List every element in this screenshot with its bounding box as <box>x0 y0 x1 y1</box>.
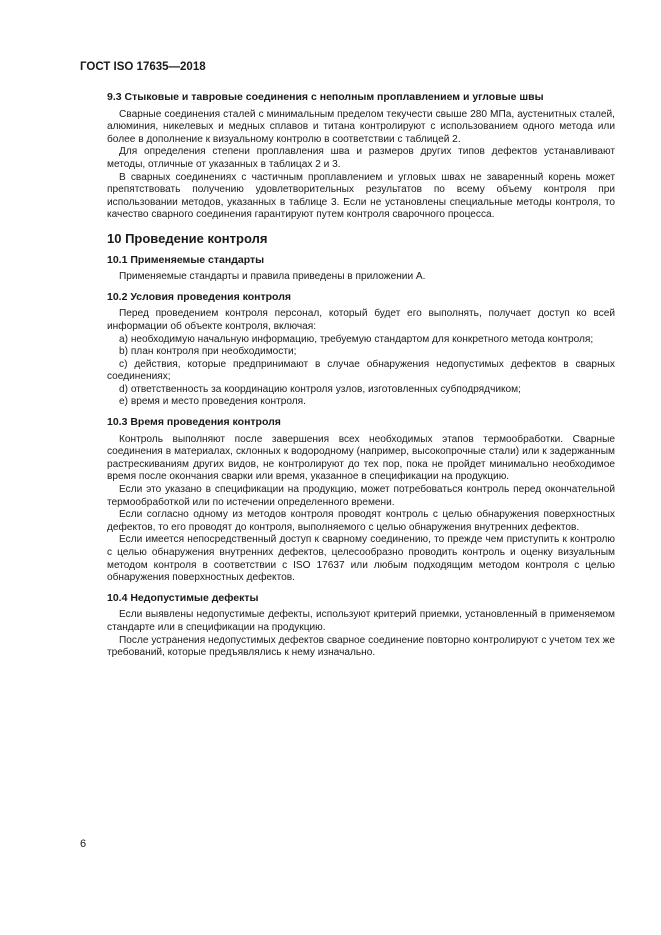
paragraph: Если выявлены недопустимые дефекты, используют критерий приемки, установленный в применяемом стандарте или в спецификации на продукцию. <box>107 609 615 633</box>
paragraph: После устранения недопустимых дефектов сварное соединение повторно контролируют с учетом тех же требований, которые предъявлялись к нему изначально. <box>107 634 615 659</box>
page-number: 6 <box>80 838 87 850</box>
document-header: ГОСТ ISO 17635—2018 <box>80 61 206 73</box>
paragraph: Если согласно одному из методов контроля проводят контроль с целью обнаружения поверхностных дефектов, то его проводят до контроля, выполняемого с целью обнаружения внутренних дефектов. <box>107 509 615 533</box>
list-item: d) ответственность за координацию контроля узлов, изготовленных субподрядчиком; <box>119 383 521 395</box>
list-item: b) план контроля при необходимости; <box>119 346 297 358</box>
section-10-4-title: 10.4 Недопустимые дефекты <box>107 591 259 604</box>
section-10-2-title: 10.2 Условия проведения контроля <box>107 290 292 303</box>
paragraph: Если это указано в спецификации на продукцию, может потребоваться контроль перед окончательной термообработкой или по истечении определенного времени. <box>107 484 615 508</box>
section-10-1-title: 10.1 Применяемые стандарты <box>107 253 265 266</box>
paragraph: Если имеется непосредственный доступ к сварному соединению, то прежде чем приступить к контролю с целью обнаружения внутренних дефектов, целесообразно проводить контроль и оценку визуальным методом контроля в соответствии с ISO 17637 или любым подходящим методом контроля с целью обнаружения поверхностных дефектов. <box>107 534 615 584</box>
document-body <box>107 91 615 660</box>
list-item: c) действия, которые предпринимают в случае обнаружения недопустимых дефектов в сварных соединениях; <box>107 358 615 383</box>
list-item: a) необходимую начальную информацию, требуемую стандартом для конкретного метода контроля; <box>119 333 594 345</box>
section-10-title: 10 Проведение контроля <box>107 230 268 246</box>
paragraph: Перед проведением контроля персонал, который будет его выполнять, получает доступ ко всей информации об объекте контроля, включая: <box>107 308 615 332</box>
list-item: e) время и место проведения контроля. <box>119 396 306 408</box>
section-10-3-title: 10.3 Время проведения контроля <box>107 416 281 429</box>
paragraph: В сварных соединениях с частичным проплавлением и угловых швах не заваренный корень может препятствовать получению удовлетворительных результатов по всему объему контроля при использовании методов, указанных в таблице 3. Если не установлены специальные методы контроля, то качество сварного соединения гарантируют путем контроля сварочного процесса. <box>107 171 615 221</box>
paragraph: Сварные соединения сталей с минимальным пределом текучести свыше 280 МПа, аустенитных сталей, алюминия, никелевых и медных сплавов и титана контролируют с использованием одного метода или более в дополнение к визуальному контролю в соответствии с таблицей 2. <box>107 108 615 145</box>
paragraph: Применяемые стандарты и правила приведены в приложении А. <box>119 271 426 283</box>
paragraph: Контроль выполняют после завершения всех необходимых этапов термообработки. Сварные соединения в материалах, склонных к водородному (например, высокопрочные стали) или к задержанным растрескиваниям других видов, не контролируют до тех пор, пока не пройдет минимально необходимое время после окончания сварки или время, указанное в спецификации на продукцию. <box>107 433 615 483</box>
section-9-3-title: 9.3 Стыковые и тавровые соединения с неполным проплавлением и угловые швы <box>107 91 544 103</box>
paragraph: Для определения степени проплавления шва и размеров других типов дефектов устанавливают методы, отличные от указанных в таблицах 2 и 3. <box>107 146 615 170</box>
